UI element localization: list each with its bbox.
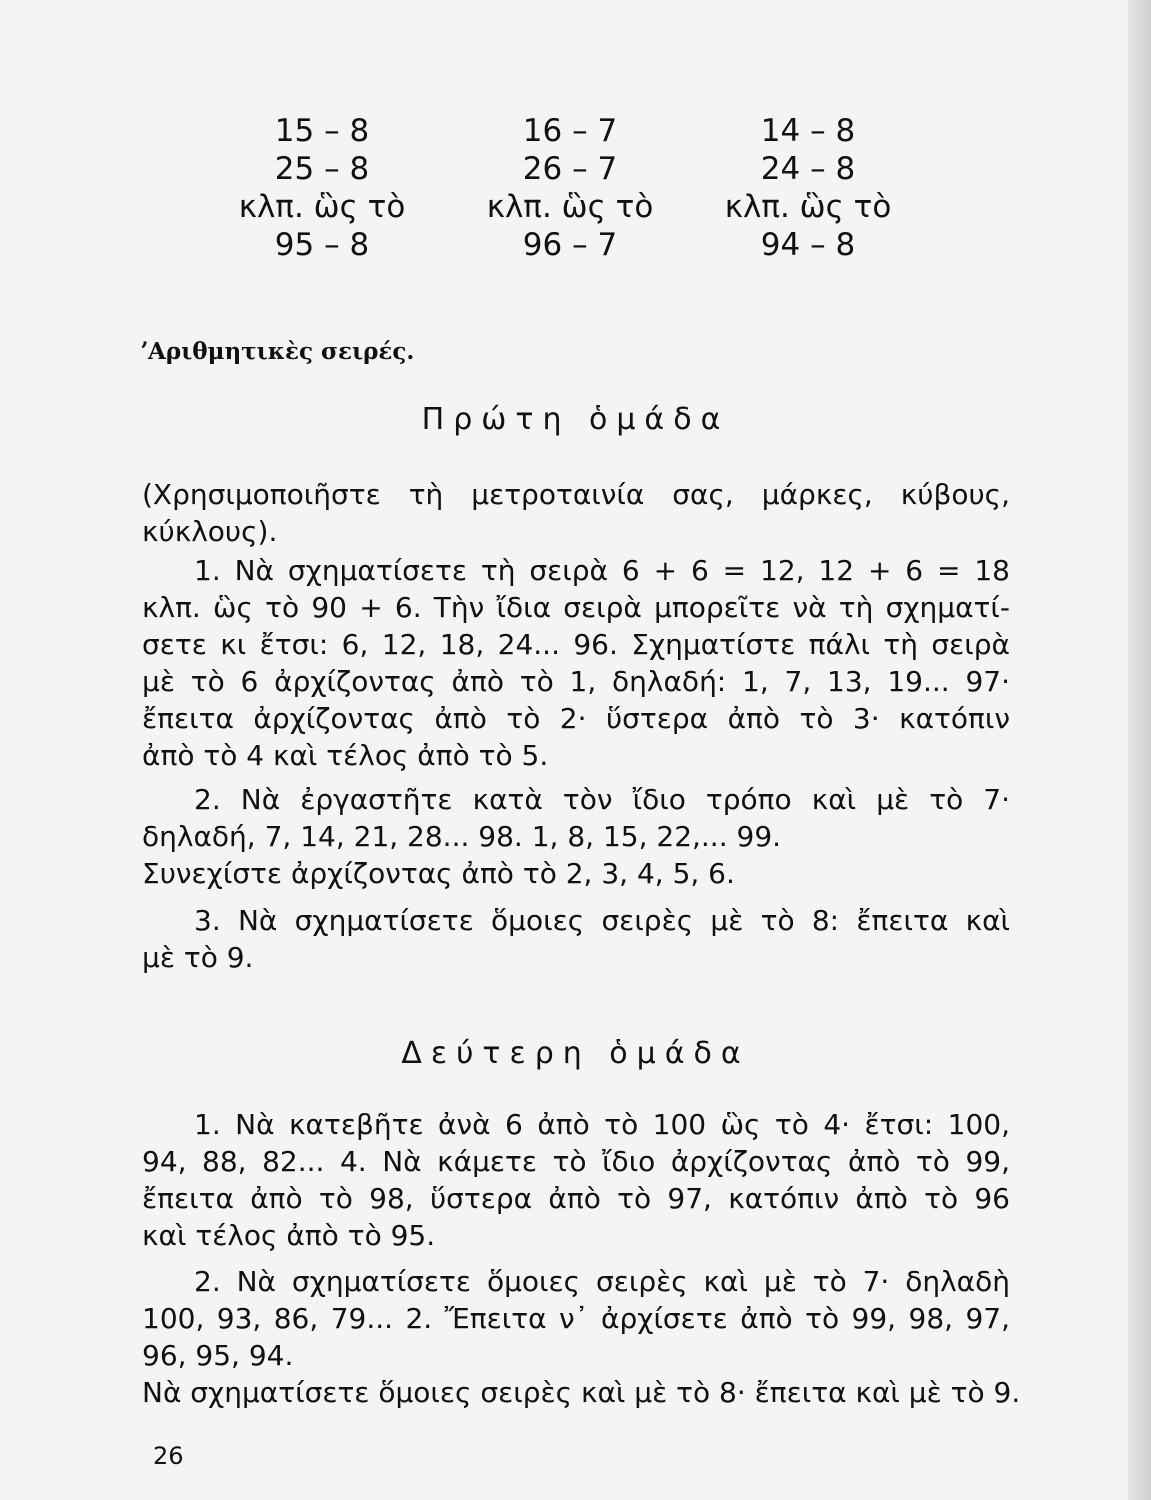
text-line: Νὰ σχηματίσετε ὅμοιες σειρὲς καὶ μὲ τὸ 8· ἔπειτα καὶ μὲ τὸ 9. <box>142 1376 1021 1409</box>
column-line: 25 – 8 <box>274 151 370 187</box>
group-1-item-2 <box>142 781 1010 892</box>
page-edge-shadow <box>1128 0 1151 1500</box>
page-number: 26 <box>153 1442 184 1470</box>
text-line: κλπ. ὣς τὸ 90 + 6. Τὴν ἴδια σειρὰ μπορεῖτε νὰ τὴ σχηματί- <box>142 591 1010 624</box>
column-line: κλπ. ὣς τὸ <box>486 189 654 225</box>
column-line: 94 – 8 <box>760 227 856 263</box>
column-line: 26 – 7 <box>522 151 618 187</box>
text-line: 96, 95, 94. <box>142 1339 294 1372</box>
text-line: 2. Νὰ ἐργαστῆτε κατὰ τὸν ἴδιο τρόπο καὶ μὲ τὸ 7· <box>194 783 1010 816</box>
text-line: Συνεχίστε ἀρχίζοντας ἀπὸ τὸ 2, 3, 4, 5, 6. <box>142 857 735 890</box>
group-2-item-1 <box>142 1106 1010 1254</box>
text-line: σετε κι ἔτσι: 6, 12, 18, 24... 96. Σχηματίστε πάλι τὴ σειρὰ <box>142 628 1010 661</box>
subtraction-column-3 <box>708 112 908 264</box>
subtraction-column-1 <box>222 112 422 264</box>
text-line: (Χρησιμοποιῆστε τὴ μετροταινία σας, μάρκες, κύβους, <box>142 478 1010 511</box>
column-line: 96 – 7 <box>522 227 618 263</box>
group-1-intro <box>142 476 1010 550</box>
text-line: 2. Νὰ σχηματίσετε ὅμοιες σειρὲς καὶ μὲ τὸ 7· δηλαδὴ <box>194 1265 1010 1298</box>
text-line: 1. Νὰ σχηματίσετε τὴ σειρὰ 6 + 6 = 12, 12 + 6 = 18 <box>194 554 1010 587</box>
text-line: 3. Νὰ σχηματίσετε ὅμοιες σειρὲς μὲ τὸ 8: ἔπειτα καὶ <box>194 904 1010 937</box>
text-line: ἔπειτα ἀπὸ τὸ 98, ὕστερα ἀπὸ τὸ 97, κατόπιν ἀπὸ τὸ 96 <box>142 1182 1010 1215</box>
group-2-item-2 <box>142 1263 1021 1411</box>
text-line: 100, 93, 86, 79... 2. Ἔπειτα ν᾽ ἀρχίσετε ἀπὸ τὸ 99, 98, 97, <box>142 1302 1010 1335</box>
section-heading: ʼΑριθμητικὲς σειρές. <box>140 338 415 365</box>
text-line: μὲ τὸ 6 ἀρχίζοντας ἀπὸ τὸ 1, δηλαδή: 1, 7, 13, 19... 97· <box>142 665 1010 698</box>
subtraction-column-2 <box>470 112 670 264</box>
text-line: μὲ τὸ 9. <box>142 941 254 974</box>
column-line: 15 – 8 <box>274 113 370 149</box>
text-line: ἔπειτα ἀρχίζοντας ἀπὸ τὸ 2· ὕστερα ἀπὸ τὸ 3· κατόπιν <box>142 702 1010 735</box>
text-line: δηλαδή, 7, 14, 21, 28... 98. 1, 8, 15, 22,... 99. <box>142 820 782 853</box>
column-line: 14 – 8 <box>760 113 856 149</box>
column-line: κλπ. ὣς τὸ <box>238 189 406 225</box>
text-line: 94, 88, 82... 4. Νὰ κάμετε τὸ ἴδιο ἀρχίζοντας ἀπὸ τὸ 99, <box>142 1145 1010 1178</box>
column-line: 24 – 8 <box>760 151 856 187</box>
column-line: κλπ. ὣς τὸ <box>724 189 892 225</box>
text-line: κύκλους). <box>142 515 278 548</box>
column-line: 16 – 7 <box>522 113 618 149</box>
text-line: καὶ τέλος ἀπὸ τὸ 95. <box>142 1219 436 1252</box>
text-line: 1. Νὰ κατεβῆτε ἀνὰ 6 ἀπὸ τὸ 100 ὣς τὸ 4· ἔτσι: 100, <box>194 1108 1010 1141</box>
group-1-title: Πρώτη ὁμάδα <box>421 402 730 437</box>
column-line: 95 – 8 <box>274 227 370 263</box>
text-line: ἀπὸ τὸ 4 καὶ τέλος ἀπὸ τὸ 5. <box>142 739 549 772</box>
group-2-title: Δεύτερη ὁμάδα <box>401 1036 750 1071</box>
group-1-item-3 <box>142 902 1010 976</box>
group-1-item-1 <box>142 552 1010 774</box>
